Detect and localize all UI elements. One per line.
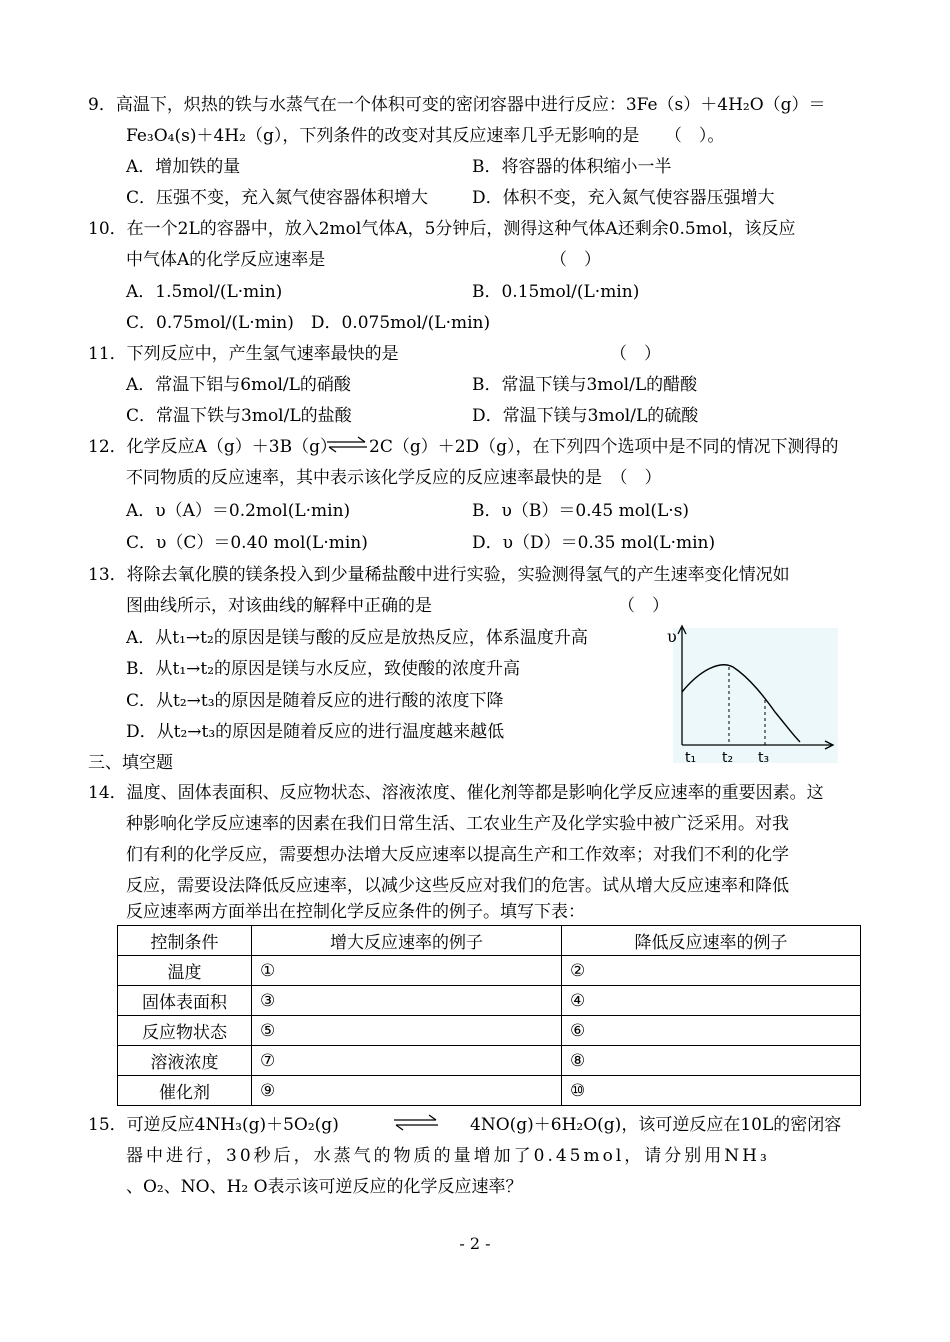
graph-t3-label: t₃ [758,750,770,766]
q15-stem-line3: 、O₂、NO、H₂ O表示该可逆反应的化学反应速率？ [126,1177,523,1197]
q11-option-b: B．常温下镁与3mol/L的醋酸 [472,375,698,395]
q11-option-c: C．常温下铁与3mol/L的盐酸 [126,406,352,426]
q12-option-d: D．υ（D）＝0.35 mol(L·min) [472,533,716,553]
q10-stem-line1: 10．在一个2L的容器中，放入2mol气体A，5分钟后，测得这种气体A还剩余0.5mol，该反应 [88,219,796,239]
table-header-cell: 降低反应速率的例子 [562,926,861,956]
table-cell: ② [562,956,861,986]
q13-option-d: D．从t₂→t₃的原因是随着反应的进行温度越来越低 [126,722,505,742]
table-cell: ① [252,956,562,986]
q10-option-cd: C．0.75mol/(L·min) D．0.075mol/(L·min) [126,313,491,333]
q14-stem-line5: 反应速率两方面举出在控制化学反应条件的例子。填写下表： [126,902,585,922]
q15-stem-line1a: 15．可逆反应4NH₃(g)＋5O₂(g) [88,1115,339,1135]
q10-answer-paren: （ ） [550,250,601,270]
q10-option-a: A．1.5mol/(L·min) [126,282,283,302]
q14-stem-line1: 14．温度、固体表面积、反应物状态、溶液浓度、催化剂等都是影响化学反应速率的重要因素。这 [88,783,824,803]
q9-option-d: D．体积不变，充入氮气使容器压强增大 [472,188,775,208]
q10-option-b: B．0.15mol/(L·min) [472,282,640,302]
graph-t2-label: t₂ [722,750,734,766]
q12-option-c: C．υ（C）＝0.40 mol(L·min) [126,533,368,553]
q12-stem-line1a: 12．化学反应A（g）＋3B（g） [88,437,337,457]
table-cell: 催化剂 [118,1076,252,1106]
q13-option-b: B．从t₁→t₂的原因是镁与水反应，致使酸的浓度升高 [126,659,521,679]
q9-option-c: C．压强不变，充入氮气使容器体积增大 [126,188,429,208]
table-row [118,1076,861,1106]
q9-stem-line2: Fe₃O₄(s)＋4H₂（g），下列条件的改变对其反应速率几乎无影响的是 （ ）。 [126,126,725,146]
q14-stem-line3: 们有利的化学反应，需要想办法增大反应速率以提高生产和工作效率；对我们不利的化学 [126,845,789,865]
q12-option-a: A．υ（A）＝0.2mol(L·min) [126,501,351,521]
q14-stem-line4: 反应，需要设法降低反应速率，以减少这些反应对我们的危害。试从增大反应速率和降低 [126,876,789,896]
q10-stem-line2: 中气体A的化学反应速率是 [126,250,326,270]
q9-stem-line1: 9．高温下，炽热的铁与水蒸气在一个体积可变的密闭容器中进行反应：3Fe（s）＋4H₂O（g）＝ [88,95,826,115]
table-row [118,956,861,986]
table-cell: 反应物状态 [118,1016,252,1046]
table-row [118,1046,861,1076]
page-number: - 2 - [459,1234,491,1253]
q12-stem-line2: 不同物质的反应速率，其中表示该化学反应的反应速率最快的是 （ ） [126,468,662,488]
equilibrium-arrow-icon [392,1113,440,1133]
table-header-cell: 增大反应速率的例子 [252,926,562,956]
q11-stem: 11．下列反应中，产生氢气速率最快的是 [88,344,399,364]
table-cell: ⑩ [562,1076,861,1106]
watermark-background [673,628,838,763]
table-row [118,1016,861,1046]
graph-t1-label: t₁ [685,750,697,766]
graph-y-label: υ [667,627,677,646]
q12-stem-line1b: 2C（g）＋2D（g），在下列四个选项中是不同的情况下测得的 [369,437,839,457]
q11-option-a: A．常温下铝与6mol/L的硝酸 [126,375,351,395]
q13-stem-line1: 13．将除去氧化膜的镁条投入到少量稀盐酸中进行实验，实验测得氢气的产生速率变化情况如 [88,565,790,585]
equilibrium-arrow-icon [325,435,369,455]
table-cell: ⑥ [562,1016,861,1046]
q15-stem-line1b: 4NO(g)＋6H₂O(g)，该可逆反应在10L的密闭容 [470,1115,842,1135]
section-heading: 三、填空题 [88,753,173,773]
q15-stem-line2: 器中进行，30秒后，水蒸气的物质的量增加了0.45mol，请分别用NH₃ [126,1146,770,1166]
table-cell: 溶液浓度 [118,1046,252,1076]
table-cell: 固体表面积 [118,986,252,1016]
table-header-row [118,926,861,956]
q13-option-a: A．从t₁→t₂的原因是镁与酸的反应是放热反应，体系温度升高 [126,628,588,648]
q11-answer-paren: （ ） [610,344,661,364]
table-cell: ④ [562,986,861,1016]
q9-option-b: B．将容器的体积缩小一半 [472,157,672,177]
table-cell: ③ [252,986,562,1016]
rate-curve-graph [665,620,840,770]
table-cell: ⑨ [252,1076,562,1106]
q12-option-b: B．υ（B）＝0.45 mol(L·s) [472,501,690,521]
table-header-cell: 控制条件 [118,926,252,956]
q14-stem-line2: 种影响化学反应速率的因素在我们日常生活、工农业生产及化学实验中被广泛采用。对我 [126,814,789,834]
q13-answer-paren: （ ） [618,596,669,616]
q9-option-a: A．增加铁的量 [126,157,241,177]
q13-option-c: C．从t₂→t₃的原因是随着反应的进行酸的浓度下降 [126,691,504,711]
q14-table [117,925,861,1106]
q11-option-d: D．常温下镁与3mol/L的硫酸 [472,406,699,426]
table-cell: ⑦ [252,1046,562,1076]
table-cell: 温度 [118,956,252,986]
table-row [118,986,861,1016]
q13-stem-line2: 图曲线所示，对该曲线的解释中正确的是 [126,596,432,616]
table-cell: ⑧ [562,1046,861,1076]
table-cell: ⑤ [252,1016,562,1046]
